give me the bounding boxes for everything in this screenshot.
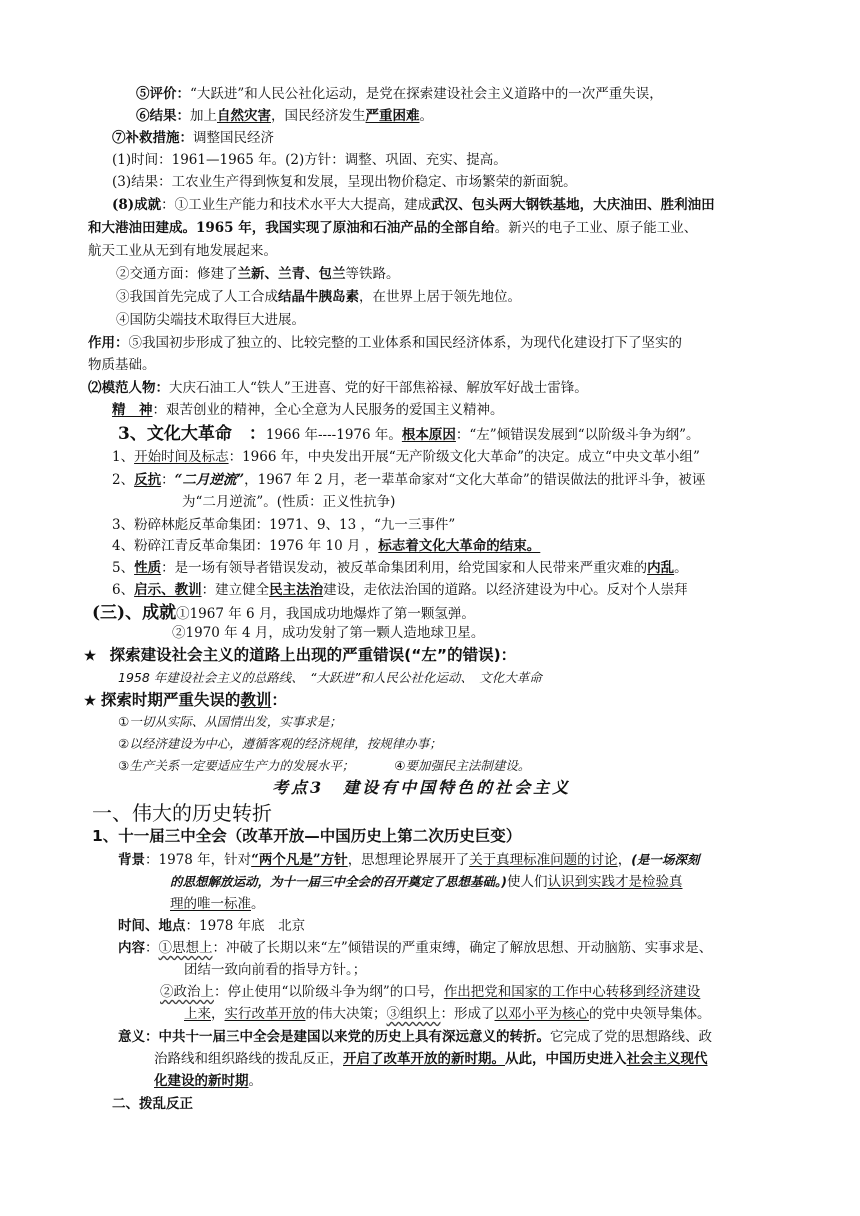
text-line <box>112 558 688 578</box>
label: 内容 <box>118 940 145 956</box>
text: ，在世界上居于领先地位。 <box>359 289 521 305</box>
text-line <box>160 982 700 1002</box>
text: 的伟大决策； <box>305 1006 387 1022</box>
underlined-text: 反抗 <box>134 472 162 488</box>
text: 4、粉碎江青反革命集团：1976 年 10 月 ， <box>112 538 379 554</box>
text: 1、 <box>112 449 135 465</box>
text-line <box>84 690 287 711</box>
text: 的党中央领导集体。 <box>589 1006 711 1022</box>
text: 。 <box>674 560 688 576</box>
wavy-underlined-text: ③组织上 <box>386 1006 441 1022</box>
text-line <box>112 447 700 467</box>
text-line <box>184 1004 711 1024</box>
text: 。 <box>419 108 433 124</box>
text-line <box>88 378 588 398</box>
underlined-text: 严重困难 <box>365 108 420 124</box>
handwritten-line: ①一切从实际、从国情出发，实事求是； <box>118 714 342 729</box>
text: 2、 <box>112 472 135 488</box>
text-line <box>88 333 682 353</box>
text-line <box>170 894 265 914</box>
text-line: 物质基础。 <box>88 357 156 373</box>
text-line <box>118 850 699 870</box>
text-line <box>154 1049 708 1069</box>
underlined-text: 上来 <box>184 1006 211 1022</box>
text: ：是一场有领导者错误发动，被反革命集团利用，给党国家和人民带来严重灾难的 <box>161 560 648 576</box>
text: ③生产关系一定要适应生产力的发展水平； <box>118 758 355 773</box>
text-line: (3)结果：工农业生产得到恢复和发展，呈现出物价稳定、市场繁荣的新面貌。 <box>112 174 577 190</box>
text-line: (1)时间：1961—1965 年。(2)方针：调整、巩固、充实、提高。 <box>112 152 507 168</box>
wavy-underlined-text: ②政治上 <box>160 984 214 1000</box>
star-icon: ★ <box>84 648 110 664</box>
underlined-text: 自然灾害 <box>217 108 271 124</box>
section-title: 考点3 建设有中国特色的社会主义 <box>272 778 572 797</box>
text-line <box>112 470 705 490</box>
text-line: 3、粉碎林彪反革命集团：1971、9、13 ，“九一三事件” <box>112 517 456 533</box>
text-line: 为“二月逆流”。(性质：正义性抗争) <box>182 494 396 510</box>
text-line <box>88 218 697 238</box>
text: ④要加强民主法制建设。 <box>394 758 531 773</box>
text-line <box>118 916 305 936</box>
text: ②交通方面：修建了 <box>116 266 238 282</box>
text: 使人们 <box>506 874 548 890</box>
text: 等铁路。 <box>345 266 400 282</box>
text: ：停止使用“以阶级斗争为纲”的口号， <box>214 984 444 1000</box>
text-line: 航天工业从无到有地发展起来。 <box>88 243 277 259</box>
text-line <box>116 287 521 307</box>
text: ：建立健全 <box>201 582 270 598</box>
text: ：冲破了长期以来“左”倾错误的严重束缚，确定了解放思想、开动脑筋、实事求是、 <box>212 940 713 956</box>
bold-text: ：中共十一届三中全会是建国以来党的历史上具有深远意义的转折。 <box>145 1029 550 1045</box>
text: ：1978 年底 北京 <box>185 918 306 934</box>
bold-text: 兰新、兰青、包兰 <box>237 266 346 282</box>
underlined-text: 理的唯一标准 <box>170 896 251 912</box>
bold-text: 结晶牛胰岛素 <box>278 289 359 305</box>
text-line <box>136 106 433 126</box>
underlined-text: 内乱 <box>647 560 675 576</box>
bold-text: 武汉、包头两大钢铁基地 <box>431 197 580 213</box>
heading-text: (三)、成就 <box>92 603 177 623</box>
wavy-underlined-text: ①思想上 <box>158 940 213 956</box>
underlined-text: 民主法治 <box>269 582 324 598</box>
text: 调整国民经济 <box>193 130 274 146</box>
label: 作用： <box>88 335 129 351</box>
heading-text: 3、文化大革命 ： <box>118 424 266 444</box>
text: 5、 <box>112 560 135 576</box>
text-line <box>112 128 274 148</box>
text-line <box>170 872 682 892</box>
underlined-text: 实行改革开放 <box>224 1006 306 1022</box>
text: ：艰苦创业的精神，全心全意为人民服务的爱国主义精神。 <box>152 402 504 418</box>
text: ：形成了 <box>440 1006 495 1022</box>
bold-text: ，大庆油田、胜利油田 <box>579 197 715 213</box>
text-line: ④国防尖端技术取得巨大进展。 <box>116 312 305 328</box>
subheading: 二、拨乱反正 <box>112 1096 193 1112</box>
text: 6、 <box>112 582 135 598</box>
text-line <box>112 580 688 600</box>
underlined-text: 社会主义现代 <box>626 1051 708 1067</box>
label: ⑥结果： <box>136 108 190 124</box>
text-line <box>136 84 663 104</box>
underlined-text: 教训 <box>240 691 272 709</box>
text: ， <box>617 852 632 868</box>
page-heading: 一、伟大的历史转折 <box>92 801 272 825</box>
underlined-text: 以邓小平为核心 <box>494 1006 589 1022</box>
text: ： <box>271 691 287 709</box>
underlined-text: 开始时间及标志 <box>134 449 229 465</box>
text: 。 <box>251 896 265 912</box>
underlined-text: 启示、教训 <box>134 582 202 598</box>
handwritten-line <box>118 756 530 776</box>
subheading: 1、十一届三中全会（改革开放—中国历史上第二次历史巨变） <box>92 827 522 845</box>
underlined-text: 认识到实践才是检验真 <box>547 874 683 890</box>
label: 时间、地点 <box>118 918 186 934</box>
heading-text: 探索建设社会主义的道路上出现的严重错误(“左”的错误)： <box>109 646 517 664</box>
underlined-text: 化建设的新时期 <box>154 1073 249 1089</box>
text-line: 团结一致向前看的指导方针。； <box>184 962 367 978</box>
text-line <box>118 938 712 958</box>
text: 加上 <box>190 108 217 124</box>
italic-text: “二月逆流” <box>174 472 245 488</box>
label: 精 神 <box>112 402 153 418</box>
underlined-text: 标志着文化大革命的结束。 <box>378 538 541 554</box>
star-icon: ★ <box>84 693 101 709</box>
text: ，思想理论界展开了 <box>347 852 470 868</box>
underlined-text: “两个凡是”方针 <box>251 852 348 868</box>
text-line <box>112 536 540 556</box>
underlined-text: 根本原因 <box>401 427 456 443</box>
text: 建设，走依法治国的道路。以经济建设为中心。反对个人崇拜 <box>323 582 688 598</box>
handwritten-note: (是一场深刻 <box>631 852 700 867</box>
handwritten-line: ②以经济建设为中心，遵循客观的经济规律，按规律办事； <box>118 736 442 751</box>
text: 。新兴的电子工业、原子能工业、 <box>494 220 698 236</box>
text: ⑤我国初步形成了独立的、比较完整的工业体系和国民经济体系，为现代化建设打下了坚实的 <box>128 335 682 351</box>
label: ⑦补救措施： <box>112 130 193 146</box>
text: ：①工业生产能力和技术水平大大提高，建成 <box>161 197 432 213</box>
label: 背景 <box>118 852 145 868</box>
text: ①1967 年 6 月，我国成功地爆炸了第一颗氢弹。 <box>176 606 475 622</box>
text-line <box>112 400 504 420</box>
text-line: ②1970 年 4 月，成功发射了第一颗人造地球卫星。 <box>172 625 485 641</box>
text-line <box>118 1027 712 1047</box>
underlined-text: 关于真理标准问题的讨论 <box>469 852 618 868</box>
label: ⑵模范人物： <box>88 380 169 396</box>
underlined-text: 开启了改革开放的新时期。 <box>343 1051 505 1067</box>
handwritten-line: 1958 年建设社会主义的总路线、 “大跃进”和人民公社化运动、 文化大革命 <box>118 670 542 685</box>
text: ：1966 年，中央发出开展“无产阶级文化大革命”的决定。成立“中央文革小组” <box>228 449 700 465</box>
text: 治路线和组织路线的拨乱反正， <box>154 1051 343 1067</box>
text: ：1978 年，针对 <box>145 852 252 868</box>
text: 大庆石油工人“铁人”王进喜、党的好干部焦裕禄、解放军好战士雷锋。 <box>169 380 588 396</box>
label: (8)成就 <box>112 197 162 213</box>
text-line <box>154 1071 262 1091</box>
text: ： <box>161 472 175 488</box>
text: ：“左”倾错误发展到“以阶级斗争为纲”。 <box>455 427 700 443</box>
handwritten-note: 的思想解放运动，为十一届三中全会的召开奠定了思想基础。) <box>170 874 507 889</box>
section-heading <box>118 422 700 447</box>
label: ⑤评价： <box>136 86 190 102</box>
text: ，国民经济发生 <box>271 108 366 124</box>
text: 它完成了党的思想路线、政 <box>550 1029 712 1045</box>
text: ， <box>211 1006 225 1022</box>
text: ： <box>145 940 159 956</box>
text-line <box>84 645 516 666</box>
underlined-text: 作出把党和国家的工作中心转移到经济建设 <box>443 984 701 1000</box>
text: “大跃进”和人民公社化运动，是党在探索建设社会主义道路中的一次严重失误， <box>190 86 663 102</box>
text: ③我国首先完成了人工合成 <box>116 289 278 305</box>
text-line <box>112 195 715 215</box>
text: 。 <box>248 1073 262 1089</box>
text: ，1967 年 2 月，老一辈革命家对“文化大革命”的错误做法的批评斗争，被诬 <box>244 472 706 488</box>
text: 1966 年----1976 年。 <box>265 427 402 443</box>
heading-text: 探索时期严重失误的 <box>100 691 241 709</box>
label: 意义 <box>118 1029 145 1045</box>
bold-text: 和大港油田建成。1965 年，我国实现了原油和石油产品的全部自给 <box>88 220 495 236</box>
bold-text: 从此，中国历史进入 <box>505 1051 627 1067</box>
text-line <box>116 264 400 284</box>
underlined-text: 性质 <box>134 560 162 576</box>
